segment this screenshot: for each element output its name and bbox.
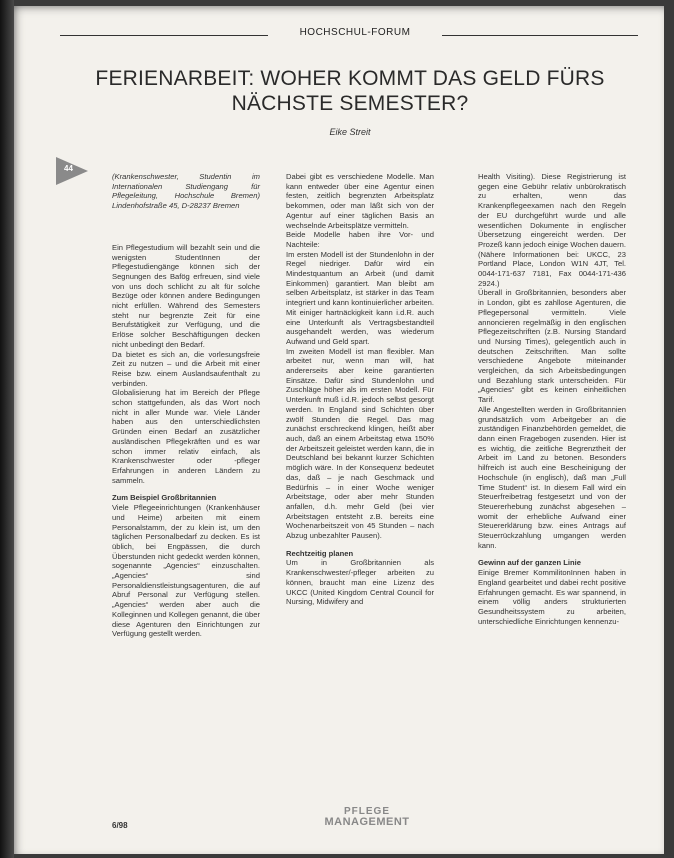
subheading: Gewinn auf der ganzen Linie bbox=[478, 558, 581, 568]
section-label: HOCHSCHUL-FORUM bbox=[299, 27, 411, 38]
paragraph: Viele Pflegeeinrichtungen (Krankenhäuser und Heime) arbeiten mit einem Personalstamm, der zu klein ist, um den täglichen Personalbedarf zu decken. Es ist üblich, bei Engpässen, die durch Überstunden nicht gedeckt werden können, sogenannte „Agencies“ einzuschalten. „Agencies“ sind Personaldienstleistungsagenturen, die auf Abruf Personal zur Verfügung stellen. „Agencies“ werden aber auch die Kolleginnen und Kollegen genannt, die über diese Agenturen den Einrichtungen zur Verfügung gestellt werden. bbox=[112, 503, 260, 639]
author-affiliation: (Krankenschwester, Studentin im Internationalen Studiengang für Pflegeleitung, Hochschule Bremen) Lindenhofstraße 45, D-28237 Bremen bbox=[112, 172, 260, 211]
subheading: Zum Beispiel Großbritannien bbox=[112, 493, 217, 503]
paragraph: Ein Pflegestudium will bezahlt sein und die wenigsten StudentInnen der Pflegestudiengänge können sich der Segnungen des Bafög erfreuen, sind viele von uns doch schlicht zu alt für solche Bezüge oder können andere Bedingungen nicht erfüllen. Während des Semesters steht nur begrenzte Zeit für eine Berufstätigkeit zur Verfügung, und die Erlöse solcher Beschäftigungen decken nicht unbedingt den Bedarf. bbox=[112, 242, 260, 349]
article-column-1 bbox=[112, 172, 260, 639]
page-number: 6/98 bbox=[112, 821, 128, 830]
section-rule-left bbox=[60, 35, 268, 36]
article-column-2 bbox=[286, 172, 434, 607]
paragraph: Um in Großbritannien als Krankenschwester/-pfleger arbeiten zu können, braucht man eine Lizenz des UKCC (United Kingdom Central Council for Nursing, Midwifery and bbox=[286, 558, 434, 607]
paragraph: Health Visiting). Diese Registrierung ist gegen eine Gebühr relativ unbürokratisch zu erhalten, wenn das Krankenpflegeexamen nach den Regeln der EU durchgeführt wurde und alle wesentlichen Dokumente in englischer Übersetzung eingereicht werden. Der Prozeß kann jedoch einige Wochen dauern. (Nähere Informationen bei: UKCC, 23 Portland Place, London W1N 4JT, Tel. 0044-171-637 7181, Fax 0044-171-436 2924.) bbox=[478, 172, 626, 288]
paragraph: Im zweiten Modell ist man flexibler. Man arbeitet nur, wenn man will, hat andererseits aber keine garantierten Einsätze. Dafür sind Stundenlohn und Zuschläge höher als im ersten Modell. Für Unterkunft muß i.d.R. jedoch selbst gesorgt werden. In England sind Schichten über zwölf Stunden die Regel. Das mag zunächst erschreckend klingen, heißt aber auch, daß an einem Arbeitstag etwa 150% der Arbeitszeit geleistet werden kann, die in Deutschland bei bekannt kurzer Schichten möglich wäre. In der Konsequenz bedeutet das, daß – je nach Geschmack und Bedürfnis – in einer Woche weniger Arbeitstage, oder aber mehr Stunden anfallen, d.h. mehr Geld (bei vier Arbeitstagen entsteht z.B. bereits eine Wochenarbeitszeit von 45 Stunden – nach Abzug unbezahlter Pausen). bbox=[286, 346, 434, 541]
book-spine bbox=[0, 0, 14, 858]
section-rule-right bbox=[442, 35, 638, 36]
paragraph: Dabei gibt es verschiedene Modelle. Man kann entweder über eine Agentur einen festen, zeitlich begrenzten Arbeitsplatz bekommen, oder man läßt sich von der Agentur auf einer täglichen Basis an wechselnde Arbeitsplätze vermitteln. bbox=[286, 172, 434, 230]
paragraph: Einige Bremer KommilitonInnen haben in England gearbeitet und dabei recht positive Erfahrungen gemacht. Es war spannend, in einem völlig anders strukturierten Gesundheitssystem zu arbeiten, unterschiedliche Einrichtungen kennenzu- bbox=[478, 568, 626, 626]
article-column-3 bbox=[478, 172, 626, 626]
section-header bbox=[60, 27, 638, 43]
article-author: Eike Streit bbox=[329, 127, 371, 137]
page-marker-number: 44 bbox=[64, 164, 73, 173]
magazine-logo bbox=[322, 807, 412, 827]
logo-top: PFLEGE bbox=[343, 806, 390, 817]
paragraph: Da bietet es sich an, die vorlesungsfreie Zeit zu nutzen – und die Arbeit mit einer Reise bzw. einem Auslandsaufenthalt zu verbinden. bbox=[112, 349, 260, 388]
paragraph: Beide Modelle haben ihre Vor- und Nachteile: bbox=[286, 230, 434, 249]
paragraph: Überall in Großbritannien, besonders aber in London, gibt es zahllose Agenturen, die Pflegepersonal vermitteln. Viele annoncieren regelmäßig in den englischen Pflegezeitschriften (z.B. Nursing Standard und Nursing Times), gelegentlich auch in deutschen Zeitschriften. Man sollte verschiedene Angebote miteinander vergleichen, da sich Arbeitsbedingungen und Bezahlung stark unterscheiden. Für „Agencies“ gibt es keinen einheitlichen Tarif. bbox=[478, 288, 626, 405]
subheading: Rechtzeitig planen bbox=[286, 548, 354, 558]
logo-bottom: MANAGEMENT bbox=[324, 816, 410, 828]
paragraph: Globalisierung hat im Bereich der Pflege schon stattgefunden, als das Wort noch nicht in aller Munde war. Viele Länder haben aus den unterschiedlichsten Gründen einen Bedarf an zusätzlicher ausländischen Pflegekräften und es war schon immer relativ einfach, als Krankenschwester oder -pfleger Erfahrungen in anderen Ländern zu sammeln. bbox=[112, 388, 260, 485]
paragraph: Im ersten Modell ist der Stundenlohn in der Regel niedriger. Dafür wird ein Mindestquantum an Arbeit (und damit Einkommen) garantiert. Man bleibt am selben Arbeitsplatz, ist stärker in das Team integriert und kann kontinuierlicher arbeiten. Mit einiger hartnäckigkeit kann i.d.R. auch eine Unterkunft als Vertragsbestandteil ausgehandelt werden, was wiederum Aufwand und Geld spart. bbox=[286, 249, 434, 346]
paragraph: Alle Angestellten werden in Großbritannien grundsätzlich vom Arbeitgeber an die zuständigen Finanzbehörden gemeldet, die dann einen Fragebogen zusenden. Hier ist es wichtig, die zeitliche Begrenztheit der Arbeit im Land zu betonen. Besonders hilfreich ist auch eine Bescheinigung der Hochschule (in englisch), daß man „Full Time Student“ ist. In diesem Fall wird ein Steuerfreibetrag festgesetzt und von der Steuererhebung zunächst abgesehen – womit der erhebliche Aufwand einer Steuererklärung bzw. eines Antrags auf Steuerrückzahlung umgangen werden kann. bbox=[478, 404, 626, 550]
article-headline: FERIENARBEIT: WOHER KOMMT DAS GELD FÜRS NÄCHSTE SEMESTER? bbox=[95, 67, 605, 115]
